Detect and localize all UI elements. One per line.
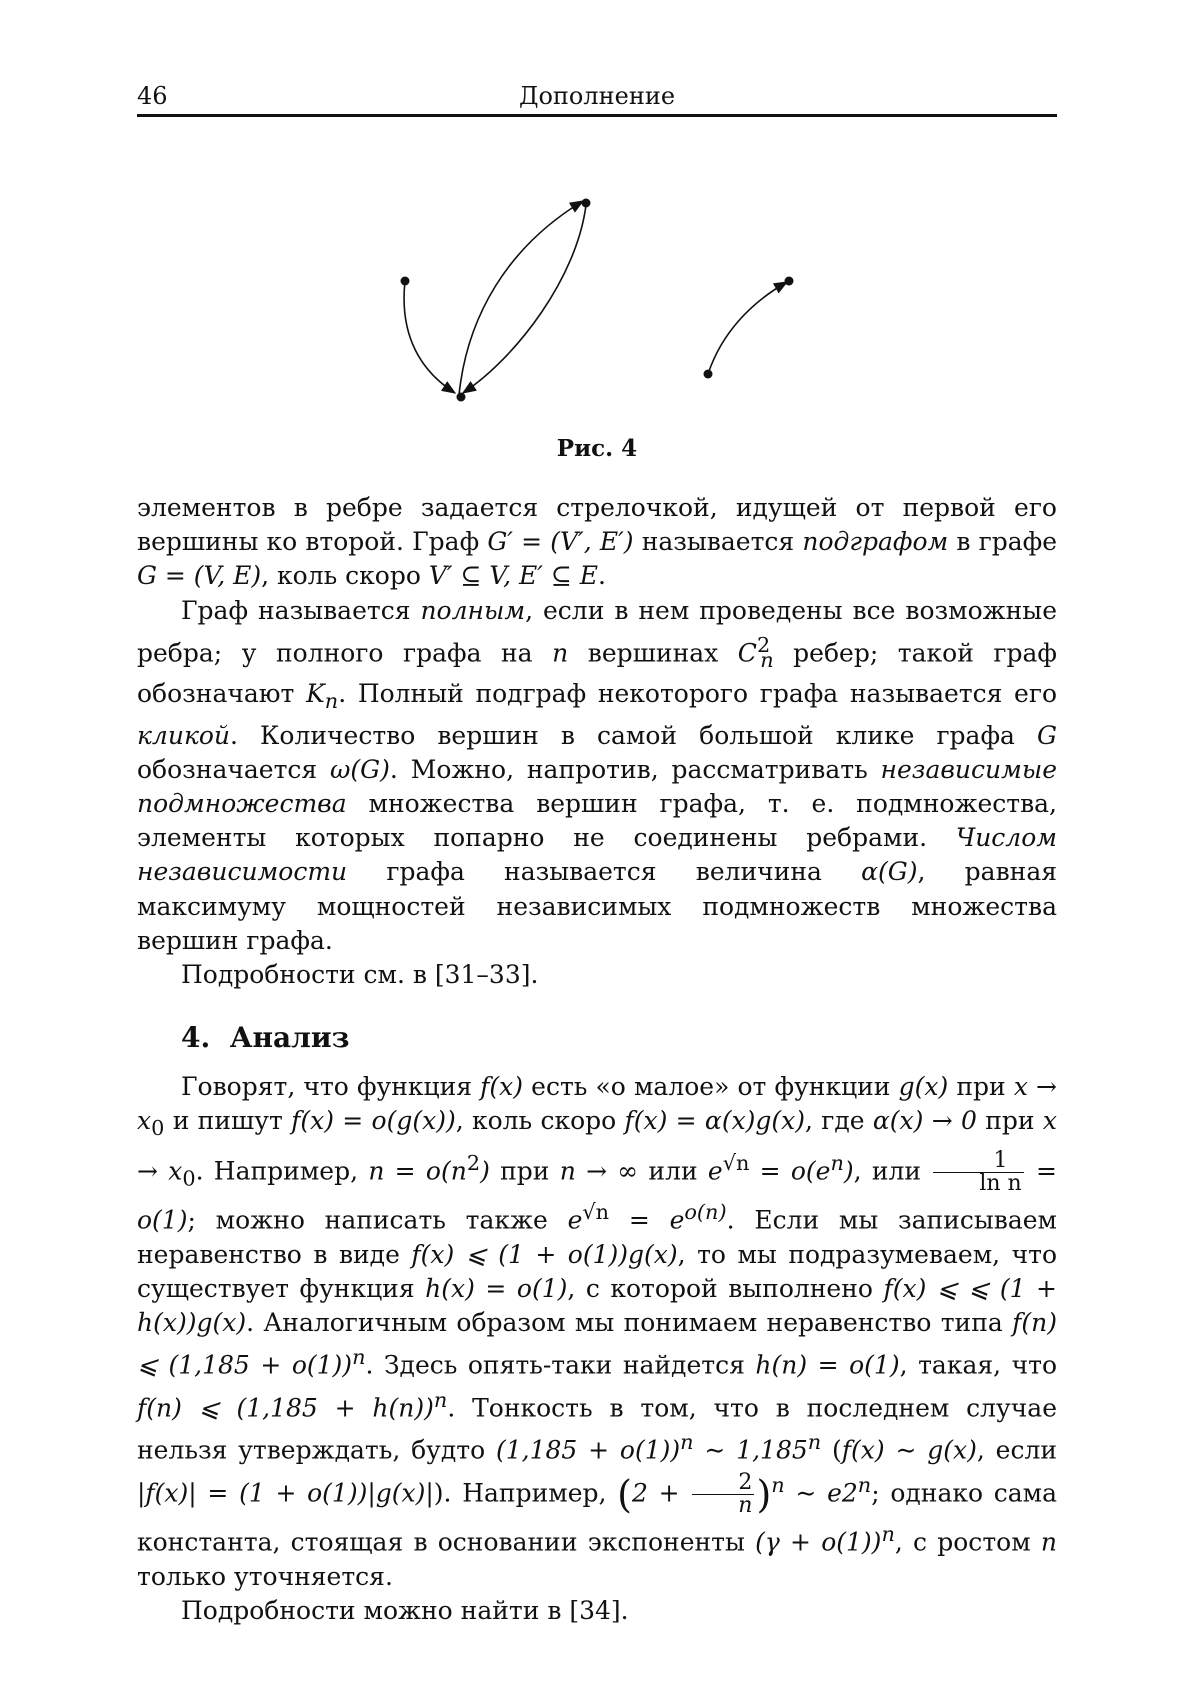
body-text	[137, 491, 1057, 1628]
running-title: Дополнение	[518, 82, 676, 110]
paragraph-little-o: Говорят, что функция f(x) есть «о малое» от функции g(x) при $x \to x_0$ и пишут f(x) = o(g(x)), коль скоро f(x) = α(x)g(x), где α(x) → 0 при $x \to x_0$. Например, $n = o(n^2)$ при n → ∞ или $e^{√n} = o(e^n)$, или $\frac{1}{\text{ln n}}$ = o(1); можно написать также $e^{√n} = e^{o(n)}$. Если мы записываем неравенство в виде f(x) ⩽ (1 + o(1))g(x), то мы подразумеваем, что существует функция h(x) = o(1), с которой выполнено f(x) ⩽ ⩽ (1 + h(x))g(x). Аналогичным образом мы понимаем неравенство типа f(n) ⩽ $(1,185 + o(1))^n$. Здесь опять-таки найдется h(n) = o(1), такая, что f(n) ⩽ $(1,185 + h(n))^n$. Тонкость в том, что в последнем случае нельзя утверждать, будто $(1,185 + o(1))^n$ ∼ 1,185$^n$ (f(x) ∼ g(x), если |f(x)| = (1 + o(1))|g(x)|). Например, (2 + $\frac{2}{n}$ )$^n$ ∼ e2$^n$; однако сама константа, стоящая в основании экспоненты $(\gamma + o(1))^n$, с ростом n только уточняется.	[137, 1072, 1058, 1591]
page-number: 46	[137, 82, 168, 110]
paragraph-references-graphs: Подробности см. в [31–33].	[181, 959, 539, 989]
edge-right-pair	[708, 282, 787, 374]
vertex-right-top	[785, 277, 794, 286]
vertex-right-bottom	[704, 370, 713, 379]
edge-top-to-bottom	[463, 205, 586, 393]
figure-caption: Рис. 4	[556, 435, 638, 462]
section-heading: 4. Анализ	[181, 1021, 350, 1055]
vertex-bottom	[457, 393, 466, 402]
fraction-two-over-n: $\frac{2}{n}$	[692, 1472, 754, 1517]
book-page	[137, 78, 1057, 1628]
graph-figure	[137, 117, 1057, 447]
vertex-left	[401, 277, 410, 286]
right-paren: )	[756, 1472, 772, 1517]
left-paren: (	[617, 1472, 632, 1517]
edge-left-to-bottom	[404, 281, 455, 393]
paragraph-complete-graph: Граф называется полным, если в нем проведены все возможные ребра; у полного графа на n вершинах $C^2_n$ ребер; такой граф обозначают $K_n$. Полный подграф некоторого графа называется его кликой. Количество вершин в самой большой клике графа G обозначается ω(G). Можно, напротив, рассматривать независимые подмножества множества вершин графа, т. е. подмножества, элементы которых попарно не соединены ребрами. Числом независимости графа называется величина α(G), равная максимуму мощностей независимых подмножеств множества вершин графа.	[137, 595, 1057, 955]
paragraph-references-analysis: Подробности можно найти в [34].	[181, 1595, 629, 1625]
edge-bottom-to-top	[459, 201, 583, 395]
fraction-one-over-ln-n: $\frac{1}{\text{ln n}}$	[933, 1150, 1023, 1195]
vertex-top	[582, 199, 591, 208]
paragraph-subgraph: элементов в ребре задается стрелочкой, идущей от первой его вершины ко второй. Граф G′ = (V′, E′) называется подграфом в графе G = (V, E), коль скоро V′ ⊆ V, E′ ⊆ E.	[137, 493, 1058, 591]
running-head	[137, 78, 1057, 114]
digraph-drawing	[137, 117, 1057, 447]
